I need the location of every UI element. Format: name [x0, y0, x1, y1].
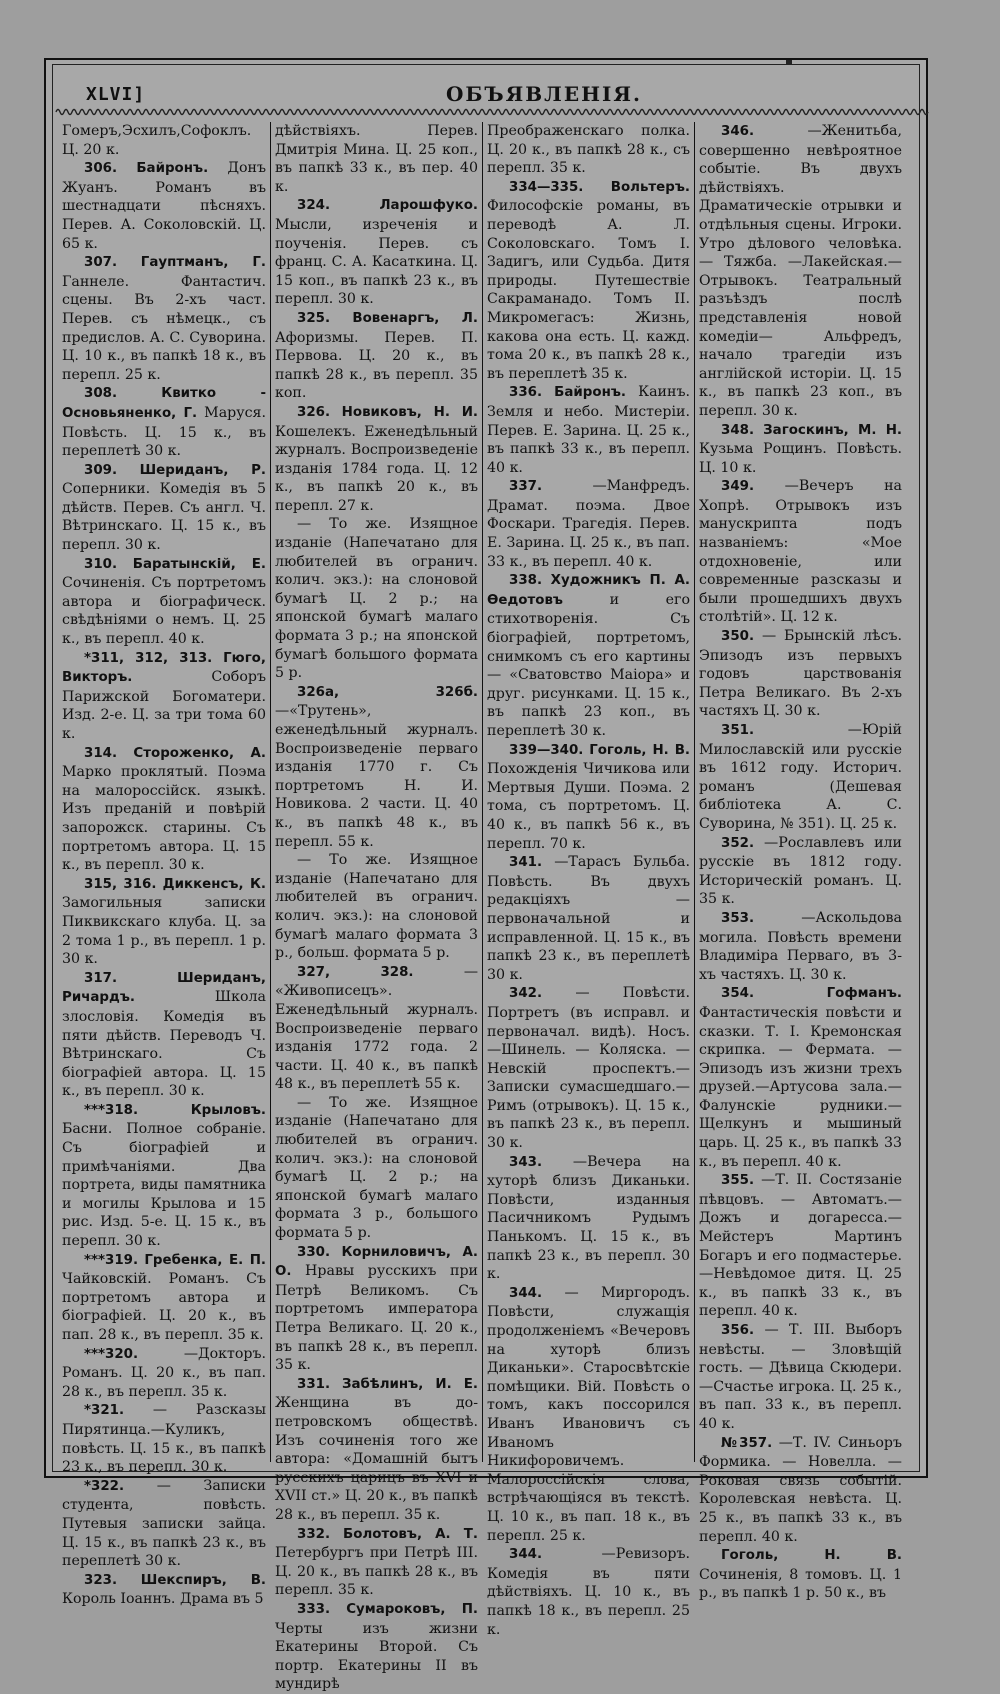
entry-text: —Женитьба, совершенно невѣроятное событіе. Въ двухъ дѣйствіяхъ. Драматическіе отрывки и отдѣльныя сцены. Игроки. Утро дѣлового человѣка. — Тяжба. —Лакейская.—Отрывокъ. Театральный разъѣздъ послѣ представленія новой комедіи— Альфредъ, начало трагедіи изъ англійской исторіи. Ц. 15 к., въ папкѣ 23 коп., въ перепл. 30 к. [699, 123, 902, 419]
page-title: ОБЪЯВЛЕНІЯ. [446, 82, 642, 106]
catalogue-entry [487, 984, 690, 1152]
entry-number: 353. [721, 910, 755, 926]
entry-author: Гофманъ. [826, 986, 902, 1002]
entry-text: Король Іоаннъ. Драма въ 5 [62, 1591, 264, 1608]
catalogue-entry [275, 196, 478, 309]
entry-text: Марко проклятый. Поэма на малороссійск. языкѣ. Изъ преданій и повѣрій запорожск. старины. Съ портретомъ автора. Ц. 15 к., въ перепл. 30 к. [62, 764, 266, 874]
entry-text: Маруся. Повѣсть. Ц. 15 к., въ переплетѣ 30 к. [62, 404, 266, 460]
entry-text: — Записки студента, повѣсть. Путевыя записки зайца. Ц. 15 к., въ папкѣ 23 к., въ переплетѣ 30 к. [62, 1477, 266, 1570]
entry-author: Стороженко, А. [133, 745, 266, 761]
entry-text: Школа злословія. Комедія въ пяти дѣйств. Переводъ Ч. Вѣтринскаго. Съ біографіей автора. Ц. 15 к., въ перепл. 30 к. [62, 989, 266, 1100]
entry-text: Сочиненія. Съ портретомъ автора и біографическ. свѣдѣніями о немъ. Ц. 25 к., въ перепл. 40 к. [62, 575, 266, 648]
entry-text: Женщина въ до-петровскомъ обществѣ. Изъ сочиненія того же автора: «Домашній бытъ русскихъ царицъ въ XVI и XVII ст.» Ц. 20 к., въ папкѣ 28 к., въ перепл. 35 к. [275, 1395, 478, 1523]
printer-mark [786, 60, 792, 64]
entry-number: 315, 316. [84, 876, 157, 892]
entry-text: —Докторъ. Романъ. Ц. 20 к., въ пап. 28 к., въ перепл. 35 к. [62, 1345, 266, 1400]
entry-text: —Вечеръ на Хопрѣ. Отрывокъ изъ манускрипта подъ названіемъ: «Мое отдохновеніе, или современные разсказы и были прошедшихъ двухъ столѣтій». Ц. 12 к. [699, 478, 902, 626]
column-1 [58, 122, 270, 1608]
entry-text: Донъ Жуанъ. Романъ въ шестнадцати пѣсняхъ. Перев. А. Соколовскій. Ц. 65 к. [62, 160, 267, 252]
entry-number: 350. [721, 629, 755, 645]
column-2 [270, 122, 482, 1693]
entry-text: Чайковскій. Романъ. Съ портретомъ автора и біографіей. Ц. 20 к., въ пап. 28 к., въ перепл. 35 к. [62, 1271, 266, 1343]
entry-text: — Миргородъ. Повѣсти, служащія продолженіемъ «Вечеровъ на хуторѣ близъ Диканьки». Старосвѣтскіе помѣщики. Вій. Повѣсть о томъ, какъ поссорился Иванъ Ивановичъ съ Иваномъ Никифоровичемъ. Малороссійскія слова, встрѣчающіяся въ текстѣ. Ц. 10 к., въ пап. 18 к., въ перепл. 25 к. [487, 1284, 690, 1544]
entry-author: Гоголь, Н. В. [721, 1548, 902, 1564]
catalogue-entry [62, 1101, 266, 1251]
entry-number: 307. [84, 255, 118, 271]
entry-number: 326. [297, 404, 331, 420]
entry-number: 309. [84, 462, 118, 478]
entry-author: Сумароковъ, П. [346, 1601, 478, 1617]
catalogue-entry [699, 721, 902, 834]
entry-author: Новиковъ, Н. И. [341, 404, 478, 420]
catalogue-entry [62, 1251, 266, 1345]
catalogue-entry [62, 122, 266, 159]
entry-text: —Вечера на хуторѣ близъ Диканьки. Повѣсти, изданныя Пасичникомъ Рудымъ Панькомъ. Ц. 15 к., въ папкѣ 23 к., въ перепл. 30 к. [487, 1153, 690, 1283]
catalogue-entry [487, 853, 690, 984]
advertisement-columns [58, 122, 918, 1693]
entry-text: —Т. IV. Синьоръ Формика. — Новелла. — Роковая связь событій. Королевская невѣста. Ц. 25 к., въ папкѣ 33 к., въ перепл. 40 к. [699, 1434, 902, 1545]
entry-text: Замогильныя записки Пиквикскаго клуба. Ц. за 2 тома 1 р., въ перепл. 1 р. 30 к. [62, 895, 266, 968]
catalogue-entry [275, 515, 478, 682]
entry-text: — Брынскій лѣсъ. Эпизодъ изъ первыхъ годовъ царствованія Петра Великаго. Въ 2-хъ частяхъ Ц. 30 к. [699, 628, 902, 720]
catalogue-entry [275, 851, 478, 963]
entry-text: — То же. Изящное изданіе (Напечатано для любителей въ огранич. колич. экз.): на слоновой бумагѣ Ц. 2 р.; на японской бумагѣ малаго формата 3 р.; на японской бумагѣ большого формата 5 р. [275, 516, 478, 682]
entry-number: 323. [84, 1572, 118, 1588]
entry-number: ***319. [84, 1252, 139, 1268]
entry-text: —Т. II. Состязаніе пѣвцовъ. — Автоматъ.— Дожъ и догаресса.—Мейстеръ Мартинъ Богаръ и его подмастерье.—Невѣдомое дитя. Ц. 25 к., въ папкѣ 33 к., въ перепл. 40 к. [699, 1172, 902, 1320]
entry-number: 317. [84, 970, 118, 986]
entry-number: 314. [84, 745, 118, 761]
catalogue-entry [275, 403, 478, 516]
catalogue-entry [699, 909, 902, 984]
entry-text: Философскіе романы, въ переводѣ А. Л. Соколовскаго. Томъ I. Задигъ, или Судьба. Дитя природы. Путешествіе Сакраманадо. Томъ II. Микромегасъ: Жизнь, какова она есть. Ц. кажд. тома 20 к., въ папкѣ 28 к., въ переплетѣ 35 к. [487, 198, 690, 382]
entry-author: Шекспиръ, В. [140, 1572, 266, 1588]
entry-text: — Т. III. Выборъ невѣсты. — Зловѣщій гость. — Дѣвица Скюдери.—Счастье игрока. Ц. 25 к., въ пап. 33 к., въ перепл. 40 к. [699, 1322, 902, 1432]
entry-number: 348. [721, 422, 755, 438]
entry-author: Шериданъ, Р. [139, 462, 266, 478]
entry-number: 339—340. [509, 742, 584, 758]
entry-text: —Ревизоръ. Комедія въ пяти дѣйствіяхъ. Ц. 10 к., въ папкѣ 18 к., въ перепл. 25 к. [487, 1546, 690, 1638]
catalogue-entry [487, 178, 690, 384]
entry-text: — Повѣсти. Портретъ (въ исправл. и первоначал. видѣ). Носъ. —Шинель. — Коляска. — Невскій проспектъ.—Записки сумасшедшаго.— Римъ (отрывокъ). Ц. 15 к., въ папкѣ 23 к., въ перепл. 30 к. [487, 985, 691, 1152]
entry-author: Гребенка, Е. П. [144, 1252, 266, 1268]
entry-number: 352. [721, 835, 755, 851]
entry-author: Байронъ. [554, 385, 626, 401]
entry-number: 334—335. [509, 179, 584, 195]
entry-text: и его стихотворенія. Съ біографіей, портретомъ, снимкомъ съ его картины — «Сватовство Маіора» и друг. рисунками. Ц. 15 к., въ папкѣ 23 коп., въ переплетѣ 30 к. [487, 591, 690, 739]
entry-author: Ларошфуко. [379, 198, 478, 214]
catalogue-entry [275, 963, 478, 1094]
catalogue-entry [699, 1434, 902, 1547]
header-rule [56, 105, 926, 119]
catalogue-entry [487, 1153, 690, 1284]
entry-author: Загоскинъ, М. Н. [763, 422, 902, 438]
entry-author: Байронъ. [136, 161, 209, 177]
entry-text: Гомеръ,Эсхилъ,Софоклъ. Ц. 20 к. [62, 123, 252, 158]
catalogue-entry [699, 122, 902, 421]
entry-number: *322. [84, 1478, 125, 1494]
catalogue-entry [62, 875, 266, 969]
entry-number: *311, 312, 313. [84, 650, 213, 666]
entry-text: —Тарасъ Бульба. Повѣсть. Въ двухъ редакціяхъ — первоначальной и исправленной. Ц. 15 к., въ папкѣ 23 к., въ переплетѣ 30 к. [487, 854, 690, 983]
catalogue-entry [699, 834, 902, 909]
catalogue-entry [487, 741, 690, 854]
entry-author: Художникъ П. А. Ѳедотовъ [487, 573, 690, 608]
catalogue-entry [275, 683, 478, 851]
entry-number: 338. [509, 573, 543, 589]
entry-text: — «Живописецъ». Еженедѣльный журналъ. Воспроизведеніе перваго изданія 1772 года. 2 части. Ц. 40 к., въ папкѣ 48 к., въ переплетѣ 55 к. [275, 963, 478, 1093]
catalogue-entry [275, 1094, 478, 1243]
catalogue-entry [62, 461, 266, 555]
entry-number: ***320. [84, 1346, 139, 1362]
entry-text: — Разсказы Пирятинца.—Куликъ, повѣсть. Ц. 15 к., въ папкѣ 23 к., въ перепл. 30 к. [62, 1402, 266, 1476]
entry-number: ***318. [84, 1102, 139, 1118]
entry-text: Басни. Полное собраніе. Съ біографіей и примѣчаніями. Два портрета, виды памятника и могилы Крылова и 15 рис. Изд. 5-е. Ц. 15 к., въ перепл. 30 к. [62, 1121, 266, 1250]
catalogue-entry [275, 1375, 478, 1525]
entry-number: 354. [721, 986, 755, 1002]
page-number: XLVI] [86, 84, 146, 105]
entry-author: Баратынскій, Е. [132, 556, 266, 572]
entry-text: Сочиненія, 8 томовъ. Ц. 1 р., въ папкѣ 1 р. 50 к., въ [699, 1566, 902, 1602]
entry-author: Вовенаргъ, Л. [352, 310, 478, 326]
entry-number: 306. [84, 161, 118, 177]
catalogue-entry [699, 477, 902, 627]
entry-text: Преображенскаго полка. Ц. 20 к., въ папкѣ 28 к., съ перепл. 35 к. [487, 123, 690, 177]
catalogue-entry [62, 1571, 266, 1609]
catalogue-entry [275, 1600, 478, 1694]
entry-number: 327, 328. [297, 964, 414, 980]
catalogue-entry [487, 1545, 690, 1639]
entry-text: Фантастическія повѣсти и сказки. Т. I. Кремонская скрипка. — Фермата. — Эпизодъ изъ жизни трехъ друзей.—Артусова зала.—Фалунскіе рудники.—Щелкунъ и мышиный царь. Ц. 25 к., въ папкѣ 33 к., въ перепл. 40 к. [699, 1004, 902, 1170]
entry-text: Черты изъ жизни Екатерины Второй. Съ портр. Екатерины II въ мундирѣ [275, 1620, 478, 1693]
entry-number: 333. [297, 1601, 331, 1617]
catalogue-entry [487, 1284, 690, 1545]
entry-author: Гюго, Викторъ. [62, 650, 266, 686]
catalogue-entry [699, 1321, 902, 1434]
entry-text: дѣйствіяхъ. Перев. Дмитрія Мина. Ц. 25 коп., въ папкѣ 33 к., въ пер. 40 к. [275, 123, 478, 195]
entry-text: —Аскольдова могила. Повѣсть времени Владиміра Перваго, въ 3-хъ частяхъ. Ц. 30 к. [699, 909, 902, 983]
entry-number: 356. [721, 1323, 755, 1338]
catalogue-entry [699, 984, 902, 1171]
entry-text: — То же. Изящное изданіе (Напечатано для любителей въ огранич. колич. экз.): на слоновой бумагѣ Ц. 2 р.; на японской бумагѣ малаго формата 3 р., большого формата 5 р. [275, 1094, 478, 1242]
entry-number: 344. [509, 1285, 543, 1301]
catalogue-entry [699, 1171, 902, 1321]
catalogue-entry [62, 555, 266, 649]
entry-text: Похожденія Чичикова или Мертвыя Души. Поэма. 2 тома, съ портретомъ. Ц. 40 к., въ папкѣ 56 к., въ перепл. 70 к. [487, 761, 690, 852]
entry-number: 346. [721, 124, 755, 139]
entry-author: Забѣлинъ, И. Е. [341, 1376, 478, 1392]
entry-text: —Рославлевъ или русскіе въ 1812 году. Историческій романъ. Ц. 35 к. [699, 834, 902, 908]
entry-number: 343. [509, 1154, 543, 1170]
column-3 [482, 122, 694, 1638]
entry-number: №357. [721, 1435, 773, 1451]
entry-text: Ганнеле. Фантастич. сцены. Въ 2-хъ част. Перев. съ нѣмецк., съ предислов. А. С. Суворина. Ц. 10 к., въ папкѣ 18 к., въ перепл. 25 к. [62, 273, 266, 383]
catalogue-entry [275, 1243, 478, 1375]
entry-number: 336. [509, 385, 543, 401]
catalogue-entry [62, 253, 266, 384]
entry-text: —«Трутень», еженедѣльный журналъ. Воспроизведеніе перваго изданія 1770 г. Съ портретомъ Н. И. Новикова. 2 части. Ц. 40 к., въ папкѣ 48 к., въ перепл. 55 к. [275, 703, 478, 850]
entry-author: Крыловъ. [190, 1102, 266, 1118]
catalogue-entry [699, 421, 902, 478]
entry-text: Мысли, изреченія и поученія. Перев. съ франц. С. А. Касаткина. Ц. 15 коп., въ папкѣ 23 к., въ перепл. 30 к. [275, 216, 478, 308]
entry-number: 310. [84, 556, 118, 572]
catalogue-entry [487, 477, 690, 571]
entry-number: 349. [721, 479, 755, 495]
entry-number: 331. [297, 1376, 331, 1392]
entry-number: 308. [84, 386, 118, 402]
entry-number: 326а, 326б. [297, 684, 478, 700]
catalogue-entry [62, 1345, 266, 1402]
catalogue-entry [699, 1546, 902, 1603]
entry-text: Кузьма Рощинъ. Повѣсть. Ц. 10 к. [699, 441, 902, 476]
catalogue-entry [275, 122, 478, 196]
catalogue-entry [62, 1477, 266, 1571]
entry-text: Соборъ Парижской Богоматери. Изд. 2-е. Ц. за три тома 60 к. [62, 669, 266, 742]
entry-author: Гауптманъ, Г. [140, 255, 266, 271]
catalogue-entry [275, 309, 478, 403]
entry-number: 325. [297, 310, 331, 326]
entry-author: Шериданъ, Ричардъ. [62, 970, 266, 1006]
entry-number: 342. [509, 986, 543, 1002]
entry-text: —Манфредъ. Драмат. поэма. Двое Фоскари. Трагедія. Перев. Е. Зарина. Ц. 25 к., въ пап. 33 к., въ перепл. 40 к. [487, 478, 690, 570]
catalogue-entry [62, 384, 266, 460]
entry-number: 330. [297, 1244, 331, 1260]
entry-author: Гоголь, Н. В. [589, 742, 690, 758]
catalogue-entry [62, 969, 266, 1101]
catalogue-entry [275, 1525, 478, 1600]
entry-author: Корниловичъ, А. О. [275, 1244, 478, 1280]
entry-number: 351. [721, 723, 755, 738]
entry-text: —Юрій Милославскій или русскіе въ 1612 году. Историч. романъ (Дешевая библіотека А. С. Суворина, № 351). Ц. 25 к. [699, 722, 902, 832]
entry-author: Болотовъ, А. Т. [343, 1526, 478, 1542]
entry-text: Соперники. Комедія въ 5 дѣйств. Перев. Съ англ. Ч. Вѣтринскаго. Ц. 15 к., въ перепл. 30 к. [62, 481, 266, 554]
entry-text: Афоризмы. Перев. П. Первова. Ц. 20 к., въ папкѣ 28 к., въ перепл. 35 коп. [275, 329, 478, 402]
entry-text: — То же. Изящное изданіе (Напечатано для любителей въ огранич. колич. экз.): на слоновой бумагѣ малаго формата 3 р., больш. формата 5 р. [275, 852, 478, 962]
catalogue-entry [62, 1401, 266, 1476]
entry-number: 324. [297, 198, 331, 214]
entry-number: *321. [84, 1403, 125, 1419]
entry-author: Диккенсъ, К. [162, 876, 266, 892]
entry-text: Кошелекъ. Еженедѣльный журналъ. Воспроизведеніе изданія 1784 года. Ц. 12 к., въ папкѣ 20 к., въ перепл. 27 к. [275, 423, 478, 514]
catalogue-entry [487, 122, 690, 178]
entry-number: 355. [721, 1173, 755, 1189]
entry-number: 337. [509, 479, 543, 495]
entry-number: 341. [509, 855, 543, 871]
entry-text: Петербургъ при Петрѣ III. Ц. 20 к., въ папкѣ 28 к., въ перепл. 35 к. [275, 1545, 478, 1599]
entry-author: Квитко - Основьяненко, Г. [62, 386, 266, 421]
entry-number: 344. [509, 1547, 543, 1563]
entry-author: Вольтеръ. [610, 179, 690, 195]
entry-text: Каинъ. Земля и небо. Мистеріи. Перев. Е. Зарина. Ц. 25 к., въ папкѣ 33 к., въ перепл. 40 к. [487, 384, 690, 476]
column-4 [694, 122, 906, 1602]
catalogue-entry [487, 571, 690, 740]
catalogue-entry [487, 383, 690, 477]
catalogue-entry [62, 159, 266, 253]
entry-number: 332. [297, 1526, 331, 1542]
catalogue-entry [699, 627, 902, 721]
catalogue-entry [62, 649, 266, 744]
entry-text: Нравы русскихъ при Петрѣ Великомъ. Съ портретомъ императора Петра Великаго. Ц. 20 к., въ папкѣ 28 к., въ перепл. 35 к. [275, 1263, 478, 1374]
catalogue-entry [62, 744, 266, 875]
